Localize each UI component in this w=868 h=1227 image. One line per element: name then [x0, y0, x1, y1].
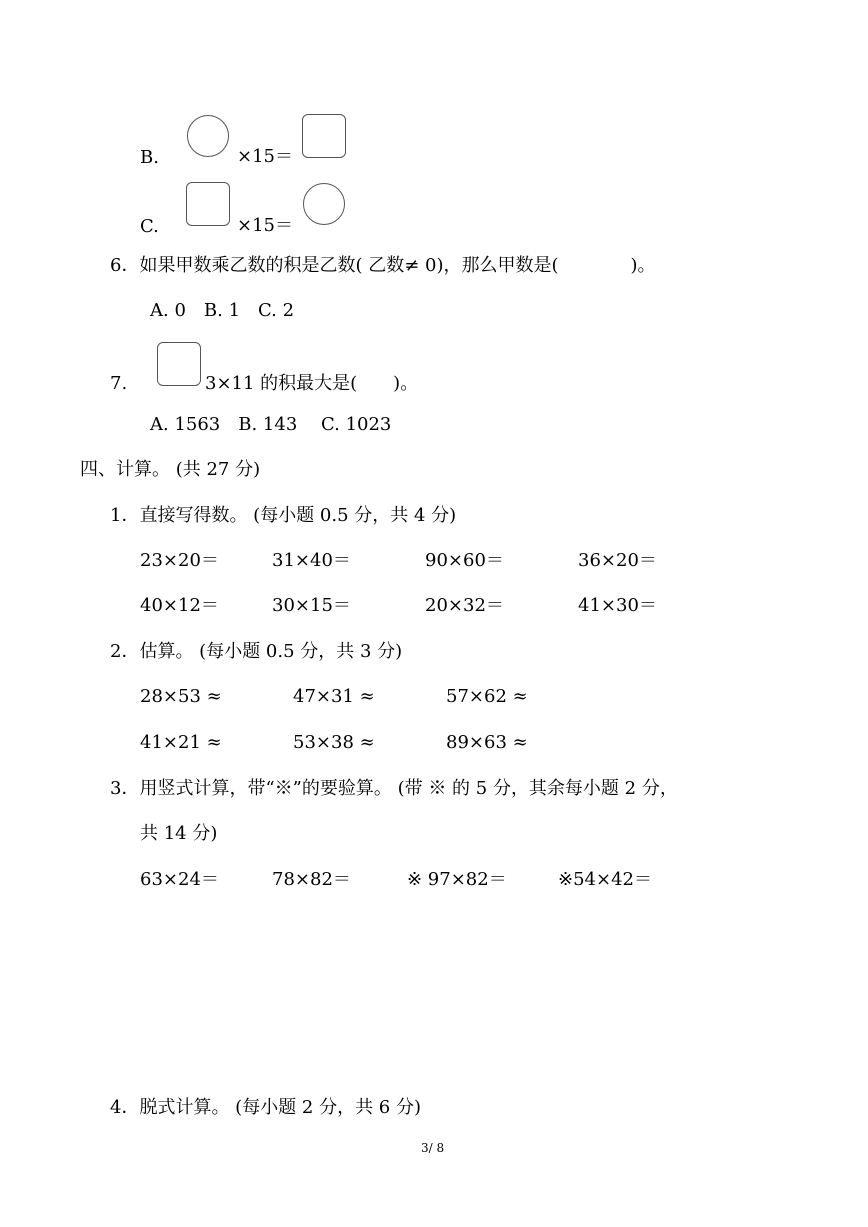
part-1-title: 1．直接写得数。 (每小题 0.5 分，共 4 分) [110, 505, 457, 526]
circle-blank-shape [303, 183, 345, 225]
estimate-item: 53×38 ≈ [293, 732, 375, 753]
estimate-item: 41×21 ≈ [140, 732, 222, 753]
question-7-stem: 3×11 的积最大是( )。 [205, 373, 419, 394]
page-number: 3/ 8 [421, 1141, 445, 1155]
option-c-label: C. [140, 216, 159, 237]
calc-item: 40×12＝ [140, 595, 219, 616]
part-2-title: 2．估算。 (每小题 0.5 分，共 3 分) [110, 641, 403, 662]
estimate-item: 28×53 ≈ [140, 686, 222, 707]
question-7-options: A. 1563 B. 143 C. 1023 [150, 414, 392, 435]
question-6-options: A. 0 B. 1 C. 2 [150, 300, 295, 321]
calc-item: 31×40＝ [272, 550, 351, 571]
estimate-item: 47×31 ≈ [293, 686, 375, 707]
circle-blank-shape [187, 115, 229, 157]
calc-item: 36×20＝ [578, 550, 657, 571]
calc-item: 30×15＝ [272, 595, 351, 616]
part-4-title: 4．脱式计算。 (每小题 2 分，共 6 分) [110, 1097, 422, 1118]
vertical-calc-item: 78×82＝ [272, 869, 351, 890]
vertical-calc-item: 63×24＝ [140, 869, 219, 890]
calc-item: 23×20＝ [140, 550, 219, 571]
calc-item: 41×30＝ [578, 595, 657, 616]
square-blank-shape [157, 342, 201, 386]
part-3-title-continued: 共 14 分) [140, 823, 218, 844]
vertical-calc-item: ※ 97×82＝ [407, 869, 507, 890]
estimate-item: 57×62 ≈ [446, 686, 528, 707]
section-4-title: 四、计算。 (共 27 分) [80, 459, 261, 480]
option-b-expression: ×15＝ [237, 146, 293, 167]
estimate-item: 89×63 ≈ [446, 732, 528, 753]
vertical-calc-item: ※54×42＝ [558, 869, 652, 890]
calc-item: 90×60＝ [425, 550, 504, 571]
question-6-stem: 6．如果甲数乘乙数的积是乙数( 乙数≠ 0)，那么甲数是( )。 [110, 255, 656, 276]
part-3-title: 3．用竖式计算，带“※”的要验算。 (带 ※ 的 5 分，其余每小题 2 分， [110, 778, 678, 799]
question-7-number: 7. [110, 373, 128, 394]
square-blank-shape [302, 114, 346, 158]
option-b-label: B. [140, 147, 159, 168]
option-c-expression: ×15＝ [237, 215, 293, 236]
calc-item: 20×32＝ [425, 595, 504, 616]
square-blank-shape [186, 182, 230, 226]
